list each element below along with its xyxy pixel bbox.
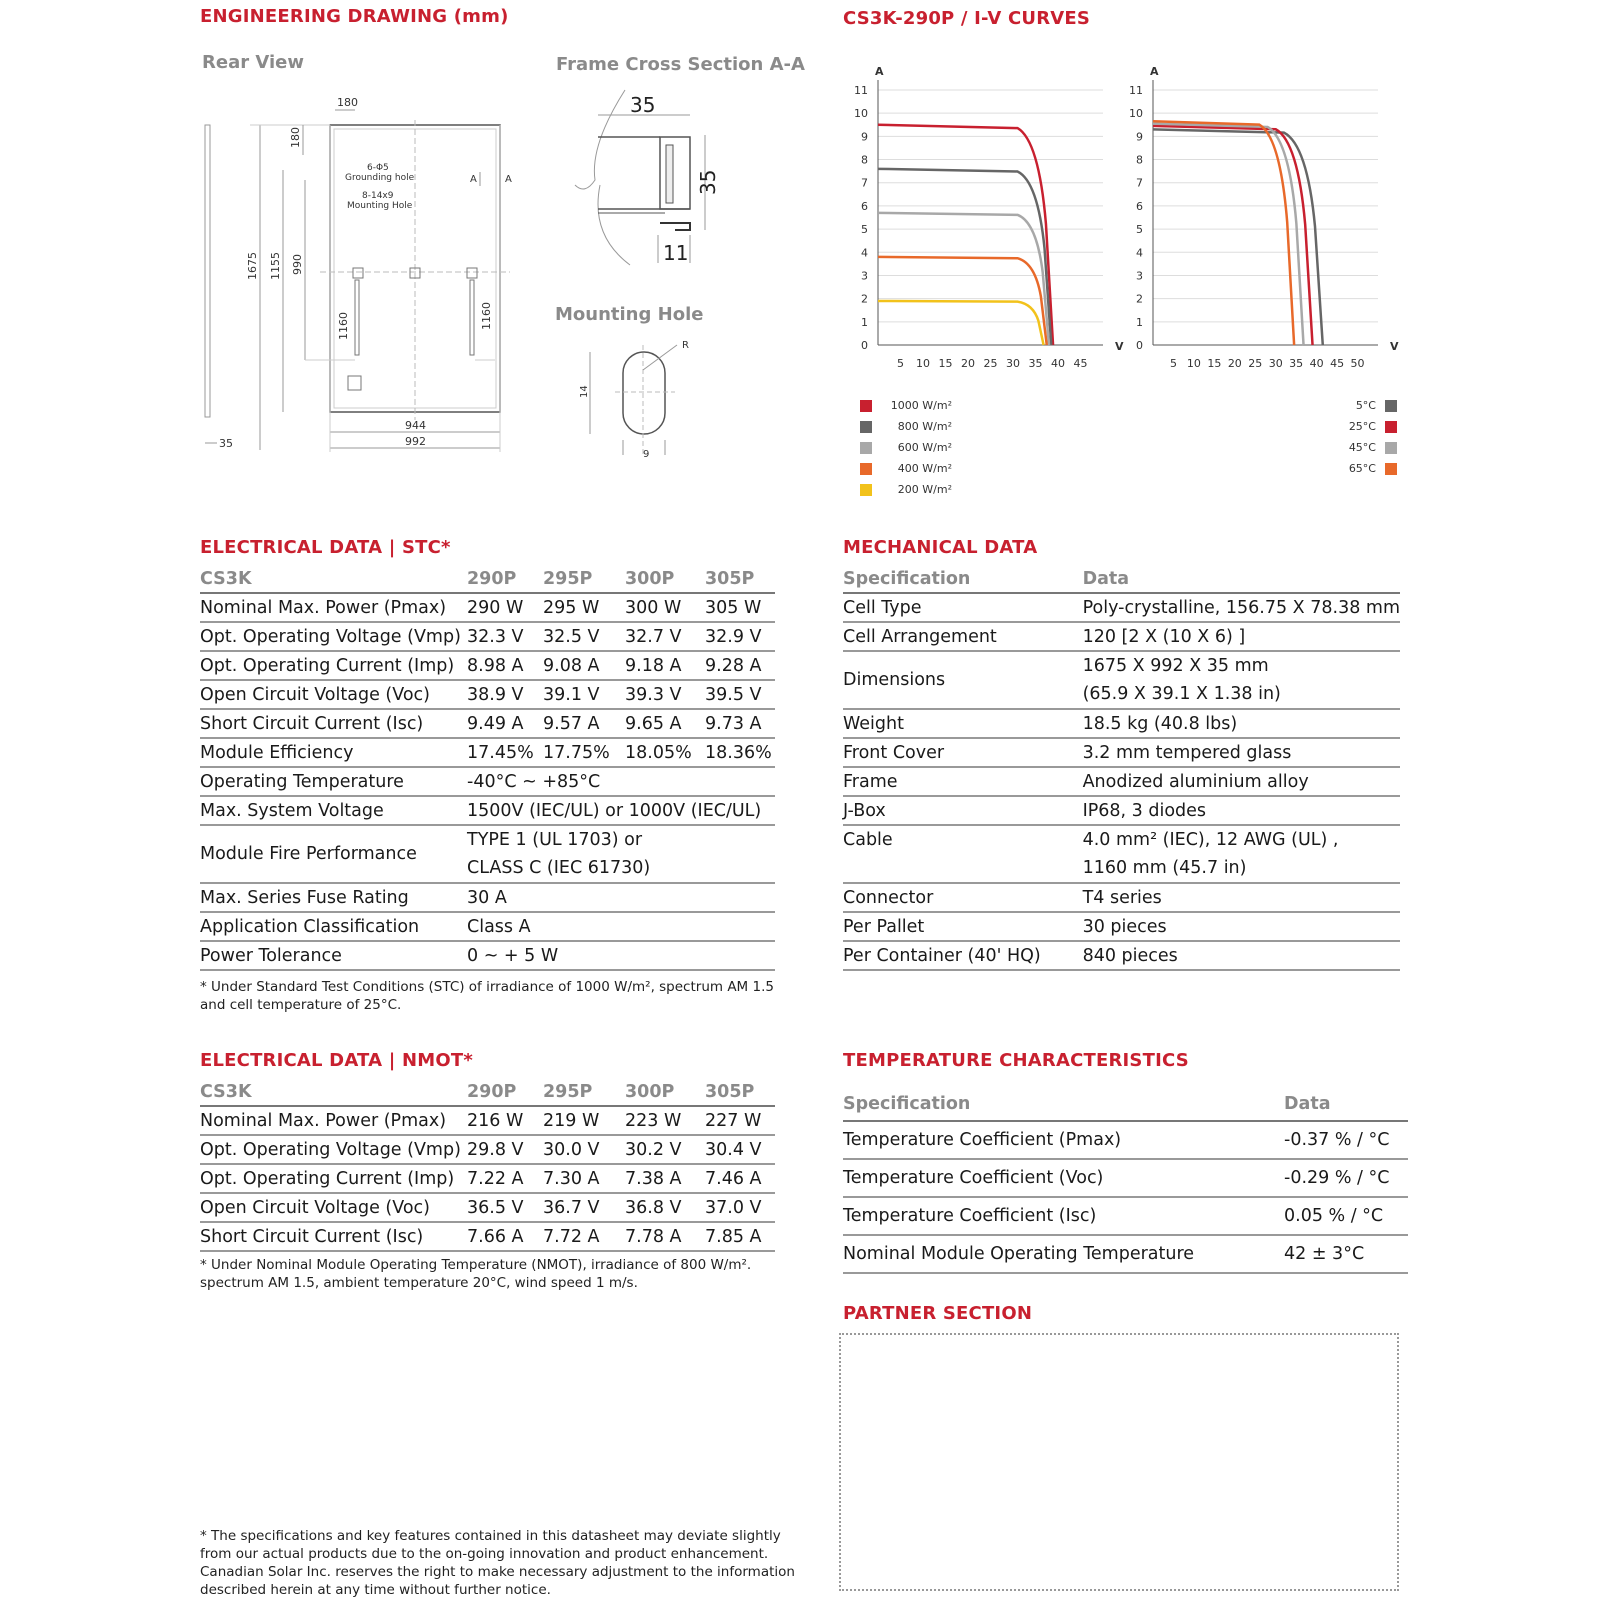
stc-row [200, 796, 775, 825]
mech-row-label: Cell Arrangement [843, 622, 1083, 651]
nmot-row-value: 216 W [467, 1106, 543, 1135]
nmot-row [200, 1106, 775, 1135]
nmot-row-value: 7.66 A [467, 1222, 543, 1251]
x-tick-label: 5 [897, 357, 904, 370]
temp-row-label: Temperature Coefficient (Voc) [843, 1159, 1284, 1197]
nmot-row-value: 7.30 A [543, 1164, 625, 1193]
mounting-hole-drawing [575, 340, 695, 465]
stc-row-value: 9.73 A [705, 709, 775, 738]
x-tick-label: 15 [1207, 357, 1222, 370]
x-tick-label: 50 [1350, 357, 1365, 370]
disclaimer-line: described herein at any time without further notice. [200, 1582, 551, 1598]
mech-row-value-line: 120 [2 X (10 X 6) ] [1082, 626, 1246, 647]
stc-row-value: 39.1 V [543, 680, 625, 709]
nmot-footnote-line1: * Under Nominal Module Operating Temperature (NMOT), irradiance of 800 W/m². [200, 1257, 752, 1273]
stc-row-label: Max. Series Fuse Rating [200, 883, 467, 912]
stc-heading: ELECTRICAL DATA | STC* [200, 537, 451, 558]
mech-row-value-line: Poly-crystalline, 156.75 X 78.38 mm [1082, 597, 1400, 618]
cs-dim-35-side: 35 [696, 169, 720, 195]
stc-row-value: 32.7 V [625, 622, 705, 651]
nmot-header-cell: 300P [625, 1078, 705, 1106]
y-tick-label: 3 [861, 269, 868, 283]
x-tick-label: 40 [1309, 357, 1324, 370]
nmot-row-label: Short Circuit Current (Isc) [200, 1222, 467, 1251]
nmot-heading: ELECTRICAL DATA | NMOT* [200, 1050, 473, 1071]
stc-row-value: 9.49 A [467, 709, 543, 738]
x-tick-label: 15 [938, 357, 953, 370]
temp-row [843, 1159, 1408, 1197]
engineering-heading: ENGINEERING DRAWING (mm) [200, 6, 509, 27]
mech-row-value [1083, 709, 1400, 738]
nmot-row-value: 227 W [705, 1106, 775, 1135]
y-tick-label: 11 [1129, 84, 1143, 97]
mech-row [843, 912, 1400, 941]
nmot-row-value: 7.46 A [705, 1164, 775, 1193]
stc-row-value: 305 W [705, 593, 775, 622]
temp-row-label: Temperature Coefficient (Isc) [843, 1197, 1284, 1235]
legend-label: 600 W/m² [897, 441, 952, 454]
stc-row-label: Application Classification [200, 912, 467, 941]
mech-row-value [1083, 767, 1400, 796]
nmot-footnote-line2: spectrum AM 1.5, ambient temperature 20°C, wind speed 1 m/s. [200, 1275, 638, 1291]
stc-table [200, 565, 775, 971]
y-tick-label: 0 [861, 339, 868, 352]
mech-row-label: Cell Type [843, 593, 1083, 622]
legend-label: 25°C [1348, 420, 1376, 433]
y-tick-label: 8 [1136, 153, 1143, 167]
mech-row-value-line: 1675 X 992 X 35 mm [1082, 656, 1269, 676]
y-tick-label: 7 [861, 176, 868, 190]
temp-row-value: -0.29 % / °C [1284, 1159, 1408, 1197]
mounting-dim: 8-14x9 [362, 191, 394, 201]
stc-row [200, 709, 775, 738]
iv-curve-series [878, 125, 1053, 345]
stc-row [200, 680, 775, 709]
mh-dim-14: 14 [579, 385, 590, 398]
nmot-row-label: Opt. Operating Voltage (Vmp) [200, 1135, 467, 1164]
stc-row-value: 295 W [543, 593, 625, 622]
stc-row-label: Operating Temperature [200, 767, 467, 796]
stc-row-label: Opt. Operating Voltage (Vmp) [200, 622, 467, 651]
stc-footnote [200, 978, 774, 1014]
mech-row [843, 825, 1400, 883]
stc-row-value: 18.36% [705, 738, 775, 767]
stc-row [200, 593, 775, 622]
rear-view-drawing [195, 90, 530, 465]
mech-row-value-line: 4.0 mm² (IEC), 12 AWG (UL) , [1082, 830, 1339, 850]
nmot-row-value: 30.0 V [543, 1135, 625, 1164]
mech-row [843, 738, 1400, 767]
temp-row-value: 42 ± 3°C [1284, 1235, 1408, 1273]
nmot-header-cell: 305P [705, 1078, 775, 1106]
partner-heading: PARTNER SECTION [843, 1303, 1033, 1324]
mh-dim-9: 9 [643, 449, 650, 460]
mech-row [843, 883, 1400, 912]
cs-dim-35-top: 35 [630, 93, 656, 117]
legend-label: 45°C [1348, 441, 1376, 454]
stc-row-label: Opt. Operating Current (Imp) [200, 651, 467, 680]
stc-row-value: 39.5 V [705, 680, 775, 709]
mech-row-value-line: 1160 mm (45.7 in) [1082, 858, 1247, 878]
legend-swatch [860, 400, 872, 412]
stc-row [200, 767, 775, 796]
y-tick-label: 4 [1136, 246, 1143, 260]
iv-curve-series [1153, 121, 1294, 345]
stc-row-value: 9.65 A [625, 709, 705, 738]
stc-row-value: 32.9 V [705, 622, 775, 651]
stc-row [200, 622, 775, 651]
stc-row [200, 738, 775, 767]
stc-header-row [200, 565, 775, 593]
mech-row [843, 709, 1400, 738]
mech-row-value-line: T4 series [1082, 887, 1162, 908]
temp-row-value: 0.05 % / °C [1284, 1197, 1408, 1235]
temp-row-value: -0.37 % / °C [1284, 1121, 1408, 1159]
nmot-header-cell: 290P [467, 1078, 543, 1106]
nmot-row-value: 223 W [625, 1106, 705, 1135]
stc-row-value-line: 0 ~ + 5 W [467, 945, 559, 966]
mech-row-value-line: IP68, 3 diodes [1082, 800, 1207, 821]
stc-row-value: 32.3 V [467, 622, 543, 651]
y-tick-label: 4 [861, 246, 868, 260]
cross-section-label: Frame Cross Section A-A [556, 54, 805, 75]
stc-row-value: 9.57 A [543, 709, 625, 738]
stc-row-label: Power Tolerance [200, 941, 467, 970]
temp-header-cell: Specification [843, 1088, 1284, 1121]
nmot-row [200, 1164, 775, 1193]
iv-curve-series [878, 213, 1049, 345]
temperature-heading: TEMPERATURE CHARACTERISTICS [843, 1050, 1189, 1071]
legend-swatch [1385, 463, 1397, 475]
mech-header-cell: Specification [843, 565, 1083, 593]
nmot-row-value: 7.78 A [625, 1222, 705, 1251]
mech-row [843, 796, 1400, 825]
mech-row-label: Per Pallet [843, 912, 1083, 941]
y-tick-label: 7 [1136, 176, 1143, 190]
legend-swatch [860, 421, 872, 433]
stc-row-value: 17.75% [543, 738, 625, 767]
iv-curve-series [1153, 124, 1304, 345]
side-profile [205, 125, 210, 417]
mech-row-value-line: 30 pieces [1082, 916, 1167, 937]
mechanical-heading: MECHANICAL DATA [843, 537, 1038, 558]
y-tick-label: 11 [854, 84, 868, 97]
stc-row-value: 18.05% [625, 738, 705, 767]
stc-row-value: 9.08 A [543, 651, 625, 680]
x-tick-label: 40 [1051, 357, 1065, 370]
stc-footnote-line2: and cell temperature of 25°C. [200, 997, 402, 1013]
stc-row-value: 290 W [467, 593, 543, 622]
dim-992: 992 [405, 435, 426, 448]
mech-row-label: Front Cover [843, 738, 1083, 767]
stc-row-value: 300 W [625, 593, 705, 622]
y-tick-label: 0 [1136, 339, 1143, 352]
dim-35-bottom: 35 [219, 437, 233, 450]
mech-row-value [1083, 651, 1400, 709]
mech-header-row [843, 565, 1400, 593]
dim-1675: 1675 [246, 252, 259, 280]
mechanical-table [843, 565, 1400, 971]
nmot-table [200, 1078, 775, 1252]
stc-row-value [467, 796, 775, 825]
grounding-label: Grounding hole [345, 173, 415, 183]
y-tick-label: 2 [1136, 292, 1143, 306]
stc-row-value [467, 912, 775, 941]
dim-180-side: 180 [289, 127, 302, 148]
stc-row-value [467, 767, 775, 796]
y-tick-label: 10 [854, 107, 868, 121]
nmot-row-value: 29.8 V [467, 1135, 543, 1164]
mech-row [843, 767, 1400, 796]
mech-row-value-line: (65.9 X 39.1 X 1.38 in) [1082, 684, 1281, 704]
mech-row-value-line: 840 pieces [1082, 945, 1178, 966]
stc-row-value: 8.98 A [467, 651, 543, 680]
mech-row-value-line: 18.5 kg (40.8 lbs) [1082, 713, 1238, 734]
stc-row-value: 17.45% [467, 738, 543, 767]
x-tick-label: 30 [1006, 357, 1020, 370]
nmot-row-value: 36.7 V [543, 1193, 625, 1222]
temp-header-cell: Data [1284, 1088, 1408, 1121]
dim-1160-right: 1160 [480, 302, 493, 330]
x-axis-label: V [1390, 340, 1399, 353]
legend-label: 5°C [1355, 399, 1376, 412]
stc-row-value [467, 883, 775, 912]
nmot-row-label: Open Circuit Voltage (Voc) [200, 1193, 467, 1222]
iv-chart-temperature [1115, 60, 1415, 385]
legend-swatch [1385, 442, 1397, 454]
stc-row-value [467, 941, 775, 970]
x-axis-label: V [1115, 340, 1124, 353]
mech-row [843, 622, 1400, 651]
nmot-row-value: 36.8 V [625, 1193, 705, 1222]
mech-row-value [1083, 941, 1400, 970]
legend-label: 65°C [1348, 462, 1376, 475]
nmot-row [200, 1222, 775, 1251]
legend-label: 400 W/m² [897, 462, 952, 475]
stc-header-cell: 300P [625, 565, 705, 593]
temp-row [843, 1235, 1408, 1273]
nmot-row-value: 30.4 V [705, 1135, 775, 1164]
section-a-left: A [470, 174, 477, 185]
stc-row-value-line: TYPE 1 (UL 1703) or [467, 830, 643, 850]
disclaimer-line: from our actual products due to the on-going innovation and product enhancement. [200, 1546, 769, 1562]
stc-row-value-line: Class A [467, 916, 531, 937]
y-tick-label: 5 [1136, 223, 1143, 237]
y-tick-label: 6 [861, 199, 868, 213]
x-tick-label: 45 [1330, 357, 1345, 370]
mech-row-label: Cable [843, 825, 1083, 883]
mech-row-value [1083, 796, 1400, 825]
nmot-row-value: 30.2 V [625, 1135, 705, 1164]
mech-header-cell: Data [1083, 565, 1400, 593]
temp-row [843, 1197, 1408, 1235]
nmot-row-label: Opt. Operating Current (Imp) [200, 1164, 467, 1193]
stc-row [200, 883, 775, 912]
legend-label: 200 W/m² [897, 483, 952, 496]
y-tick-label: 10 [1129, 107, 1143, 121]
y-tick-label: 1 [861, 315, 868, 329]
mech-row-label: Frame [843, 767, 1083, 796]
x-tick-label: 5 [1169, 357, 1177, 370]
legend-label: 1000 W/m² [890, 399, 952, 412]
temp-row-label: Temperature Coefficient (Pmax) [843, 1121, 1284, 1159]
disclaimer-line: * The specifications and key features contained in this datasheet may deviate slightly [200, 1528, 781, 1544]
mech-row [843, 651, 1400, 709]
x-tick-label: 25 [1248, 357, 1263, 370]
nmot-row-value: 7.85 A [705, 1222, 775, 1251]
temp-row [843, 1121, 1408, 1159]
nmot-row-value: 7.38 A [625, 1164, 705, 1193]
mech-row-value [1083, 912, 1400, 941]
stc-row [200, 651, 775, 680]
temperature-table [843, 1088, 1408, 1274]
y-axis-label: A [1150, 65, 1159, 78]
stc-row-value [467, 825, 775, 883]
x-tick-label: 10 [916, 357, 930, 370]
nmot-header-cell: 295P [543, 1078, 625, 1106]
legend-label: 800 W/m² [897, 420, 952, 433]
frame-cross-section-drawing [570, 85, 745, 280]
legend-swatch [1385, 400, 1397, 412]
nmot-row-value: 219 W [543, 1106, 625, 1135]
iv-chart-irradiance [840, 60, 1124, 385]
stc-row-value: 38.9 V [467, 680, 543, 709]
nmot-footnote [200, 1256, 751, 1292]
y-tick-label: 6 [1136, 199, 1143, 213]
dim-1160-left: 1160 [337, 312, 350, 340]
x-tick-label: 20 [1227, 357, 1242, 370]
y-tick-label: 1 [1136, 315, 1143, 329]
legend-swatch [1385, 421, 1397, 433]
x-tick-label: 35 [1028, 357, 1043, 370]
legend-swatch [860, 484, 872, 496]
mech-row-value-line: Anodized aluminium alloy [1082, 771, 1309, 792]
stc-row-value: 32.5 V [543, 622, 625, 651]
mech-row [843, 593, 1400, 622]
mounting-hole-label: Mounting Hole [555, 304, 704, 325]
nmot-row [200, 1193, 775, 1222]
stc-row-value-line: 30 A [467, 887, 507, 908]
stc-row [200, 825, 775, 883]
stc-row-label: Open Circuit Voltage (Voc) [200, 680, 467, 709]
stc-row-value-line: -40°C ~ +85°C [467, 771, 601, 792]
nmot-row-value: 7.72 A [543, 1222, 625, 1251]
nmot-header-row [200, 1078, 775, 1106]
mech-row-value [1083, 738, 1400, 767]
temp-header-row [843, 1088, 1408, 1121]
nmot-row [200, 1135, 775, 1164]
dim-1155: 1155 [269, 252, 282, 280]
y-tick-label: 9 [1136, 130, 1143, 144]
mech-row-value [1083, 593, 1400, 622]
stc-row-value-line: 1500V (IEC/UL) or 1000V (IEC/UL) [467, 800, 762, 821]
nmot-row-value: 37.0 V [705, 1193, 775, 1222]
x-tick-label: 30 [1268, 357, 1283, 370]
y-axis-label: A [875, 65, 884, 78]
stc-row-value-line: CLASS C (IEC 61730) [467, 858, 651, 878]
iv-curves-heading: CS3K-290P / I-V CURVES [843, 8, 1091, 29]
mech-row-value [1083, 883, 1400, 912]
mech-row-label: Connector [843, 883, 1083, 912]
stc-row-label: Max. System Voltage [200, 796, 467, 825]
stc-footnote-line1: * Under Standard Test Conditions (STC) of irradiance of 1000 W/m², spectrum AM 1.5 [200, 979, 774, 995]
mech-row-label: Weight [843, 709, 1083, 738]
stc-header-cell: 290P [467, 565, 543, 593]
disclaimer-line: Canadian Solar Inc. reserves the right to make necessary adjustment to the information [200, 1564, 795, 1580]
nmot-row-label: Nominal Max. Power (Pmax) [200, 1106, 467, 1135]
x-tick-label: 10 [1186, 357, 1201, 370]
stc-row-label: Short Circuit Current (Isc) [200, 709, 467, 738]
mech-row-value [1083, 825, 1400, 883]
stc-row-value: 39.3 V [625, 680, 705, 709]
stc-row-value: 9.18 A [625, 651, 705, 680]
mech-row-label: Per Container (40' HQ) [843, 941, 1083, 970]
y-tick-label: 3 [1136, 269, 1143, 283]
mech-row-label: Dimensions [843, 651, 1083, 709]
x-tick-label: 25 [983, 357, 998, 370]
nmot-row-value: 7.22 A [467, 1164, 543, 1193]
x-tick-label: 45 [1073, 357, 1088, 370]
mh-dim-r: R [682, 340, 689, 351]
stc-header-cell: CS3K [200, 565, 467, 593]
dim-990: 990 [291, 254, 304, 275]
partner-box [839, 1333, 1399, 1591]
nmot-header-cell: CS3K [200, 1078, 467, 1106]
x-tick-label: 35 [1289, 357, 1304, 370]
stc-row-label: Module Fire Performance [200, 825, 467, 883]
y-tick-label: 5 [861, 223, 868, 237]
y-tick-label: 9 [861, 130, 868, 144]
y-tick-label: 2 [861, 292, 868, 306]
temp-row-label: Nominal Module Operating Temperature [843, 1235, 1284, 1273]
iv-curve-series [878, 301, 1044, 345]
y-tick-label: 8 [861, 153, 868, 167]
stc-row-label: Nominal Max. Power (Pmax) [200, 593, 467, 622]
dim-180-top: 180 [337, 96, 358, 109]
grounding-dim: 6-Φ5 [367, 163, 389, 173]
rear-view-label: Rear View [202, 52, 304, 73]
stc-row-value: 9.28 A [705, 651, 775, 680]
x-tick-label: 20 [961, 357, 975, 370]
dim-944: 944 [405, 419, 426, 432]
stc-row [200, 912, 775, 941]
mech-row [843, 941, 1400, 970]
mech-row-value [1083, 622, 1400, 651]
legend-swatch [860, 442, 872, 454]
nmot-row-value: 36.5 V [467, 1193, 543, 1222]
mech-row-value-line: 3.2 mm tempered glass [1082, 742, 1292, 763]
mech-row-label: J-Box [843, 796, 1083, 825]
mounting-label: Mounting Hole [347, 201, 413, 211]
legend-swatch [860, 463, 872, 475]
stc-header-cell: 295P [543, 565, 625, 593]
stc-row-label: Module Efficiency [200, 738, 467, 767]
stc-header-cell: 305P [705, 565, 775, 593]
stc-row [200, 941, 775, 970]
disclaimer [200, 1527, 795, 1599]
cs-dim-11: 11 [663, 241, 689, 265]
section-a-right: A [505, 174, 512, 185]
